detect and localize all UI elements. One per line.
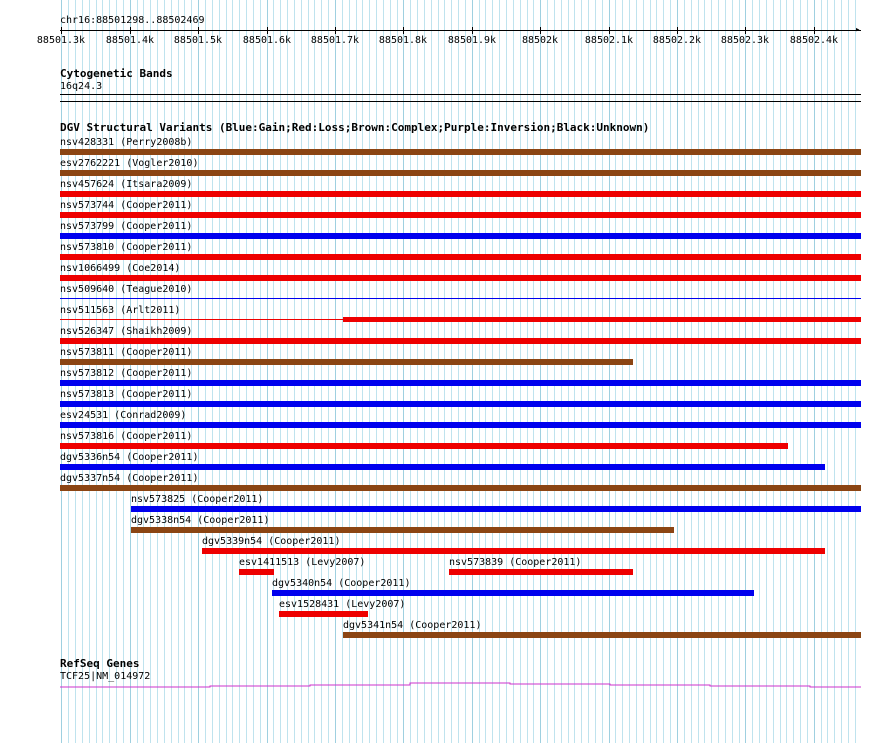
dgv-feature-label[interactable]: nsv526347 (Shaikh2009) xyxy=(60,326,193,337)
dgv-feature-label[interactable]: nsv573816 (Cooper2011) xyxy=(60,431,193,442)
ruler-tick-label: 88501.8k xyxy=(378,35,428,46)
dgv-feature-label[interactable]: nsv509640 (Teague2010) xyxy=(60,284,193,295)
dgv-feature-label[interactable]: nsv457624 (Itsara2009) xyxy=(60,179,193,190)
ruler-tick-label: 88501.5k xyxy=(173,35,223,46)
dgv-feature-label[interactable]: nsv511563 (Arlt2011) xyxy=(60,305,181,316)
dgv-feature-label[interactable]: dgv5340n54 (Cooper2011) xyxy=(272,578,411,589)
dgv-feature-label[interactable]: dgv5336n54 (Cooper2011) xyxy=(60,452,199,463)
dgv-feature-label[interactable]: nsv573825 (Cooper2011) xyxy=(131,494,264,505)
ruler-tick-label: 88502.1k xyxy=(584,35,634,46)
ruler-tick-label: 88501.7k xyxy=(310,35,360,46)
dgv-feature-label[interactable]: dgv5337n54 (Cooper2011) xyxy=(60,473,199,484)
dgv-feature-label[interactable]: dgv5339n54 (Cooper2011) xyxy=(202,536,341,547)
dgv-feature-label[interactable]: nsv573811 (Cooper2011) xyxy=(60,347,193,358)
dgv-feature-label[interactable]: nsv1066499 (Coe2014) xyxy=(60,263,181,274)
refseq-gene-line xyxy=(60,683,861,687)
ruler-tick-label: 88501.3k xyxy=(36,35,86,46)
dgv-feature-label[interactable]: nsv573799 (Cooper2011) xyxy=(60,221,193,232)
ruler-right-arrow-icon: ▸ xyxy=(855,25,861,35)
ruler-tick-label: 88502k xyxy=(521,35,559,46)
dgv-feature-label[interactable]: esv2762221 (Vogler2010) xyxy=(60,158,199,169)
dgv-feature-label[interactable]: nsv573812 (Cooper2011) xyxy=(60,368,193,379)
dgv-feature-label[interactable]: nsv428331 (Perry2008b) xyxy=(60,137,193,148)
refseq-track-title: RefSeq Genes xyxy=(60,657,140,670)
dgv-feature-label[interactable]: nsv573744 (Cooper2011) xyxy=(60,200,193,211)
dgv-track-title: DGV Structural Variants (Blue:Gain;Red:Loss;Brown:Complex;Purple:Inversion;Black:Unknown) xyxy=(60,121,650,134)
ruler-tick-label: 88501.9k xyxy=(447,35,497,46)
ruler-tick-label: 88502.2k xyxy=(652,35,702,46)
dgv-feature-label[interactable]: esv24531 (Conrad2009) xyxy=(60,410,187,421)
ruler-tick-label: 88502.3k xyxy=(720,35,770,46)
cytoband-label: 16q24.3 xyxy=(60,81,103,92)
dgv-feature-label[interactable]: nsv573810 (Cooper2011) xyxy=(60,242,193,253)
dgv-feature-label[interactable]: esv1528431 (Levy2007) xyxy=(279,599,406,610)
ruler-tick-label: 88501.6k xyxy=(242,35,292,46)
cytoband-track-title: Cytogenetic Bands xyxy=(60,67,173,80)
dgv-feature-label[interactable]: dgv5341n54 (Cooper2011) xyxy=(343,620,482,631)
dgv-feature-label[interactable]: dgv5338n54 (Cooper2011) xyxy=(131,515,270,526)
ruler-tick-label: 88502.4k xyxy=(789,35,839,46)
ruler-tick-label: 88501.4k xyxy=(105,35,155,46)
refseq-gene-label: TCF25|NM_014972 xyxy=(60,671,151,682)
location-label: chr16:88501298..88502469 xyxy=(60,15,205,26)
dgv-feature-label[interactable]: nsv573813 (Cooper2011) xyxy=(60,389,193,400)
dgv-feature-label[interactable]: nsv573839 (Cooper2011) xyxy=(449,557,582,568)
dgv-feature-label[interactable]: esv1411513 (Levy2007) xyxy=(239,557,366,568)
